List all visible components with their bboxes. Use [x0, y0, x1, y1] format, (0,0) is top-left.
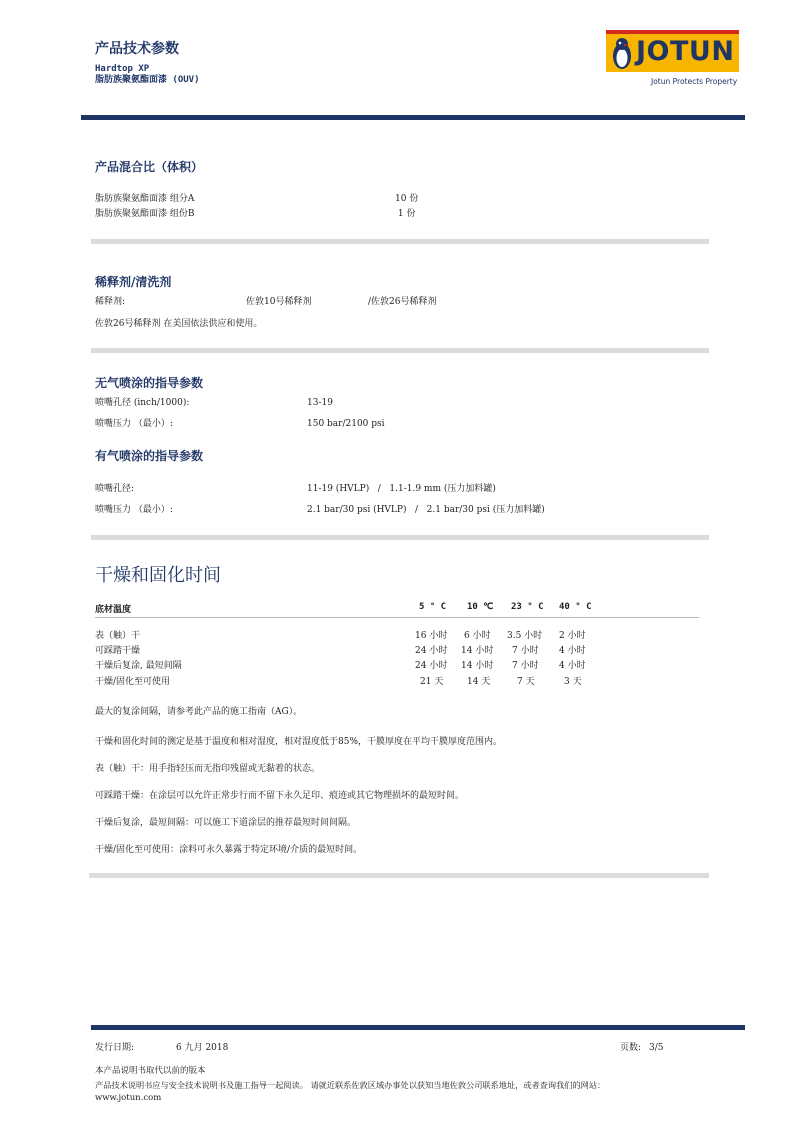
logo-tagline: Jotun Protects Property: [651, 77, 738, 86]
airspray-heading: 有气喷涂的指导参数: [95, 449, 204, 463]
drying-note: 表（触）干：用手指轻压而无指印残留或无黏着的状态。: [95, 764, 321, 774]
mixing-row-label: 脂肪族聚氨酯面漆 组分A: [95, 194, 195, 204]
substrate-temperature-label: 底材温度: [95, 605, 132, 615]
section-divider: [91, 239, 709, 244]
airless-row-value: 13-19: [307, 398, 333, 408]
table-cell: 24 小时: [415, 661, 448, 671]
table-cell: 4 小时: [559, 661, 586, 671]
issue-date: 6 九月 2018: [176, 1043, 229, 1053]
table-cell: 14 小时: [461, 661, 494, 671]
page-label: 页数:: [620, 1043, 642, 1053]
thinner-note: 佐敦26号稀释剂 在美国依法供应和使用。: [95, 319, 263, 329]
table-cell: 3.5 小时: [507, 631, 543, 641]
drying-note: 最大的复涂间隔，请参考此产品的施工指南（AG）。: [95, 707, 303, 717]
issue-date-label: 发行日期:: [95, 1043, 135, 1053]
table-rule: [95, 617, 699, 618]
table-cell: 7 小时: [512, 661, 539, 671]
mixing-row-value: 1 份: [395, 209, 416, 219]
table-cell: 7 天: [517, 677, 535, 687]
temperature-header: 5 ° C: [419, 602, 447, 612]
drying-note: 可踩踏干燥：在涂层可以允许正常步行而不留下永久足印、痕迹或其它物理损坏的最短时间。: [95, 791, 465, 801]
airless-row-label: 喷嘴孔径 (inch/1000):: [95, 398, 190, 408]
mixing-row-value: 10 份: [395, 194, 419, 204]
header-divider: [81, 115, 745, 120]
temperature-header: 10 ℃: [467, 602, 494, 612]
footer-line: 本产品说明书取代以前的版本: [95, 1066, 206, 1076]
table-cell: 2 小时: [559, 631, 586, 641]
temperature-header: 23 ° C: [511, 602, 544, 612]
footer-divider: [91, 1025, 745, 1030]
mixing-heading: 产品混合比（体积）: [95, 160, 204, 174]
section-divider: [89, 873, 709, 878]
table-row-label: 可踩踏干燥: [95, 646, 141, 656]
table-row-label: 表（触）干: [95, 631, 141, 641]
table-cell: 6 小时: [464, 631, 491, 641]
thinner-label: 稀释剂:: [95, 297, 126, 307]
thinner-value-1: 佐敦10号稀释剂: [246, 297, 312, 307]
page-number: 3/5: [649, 1043, 664, 1053]
table-row-label: 干燥/固化至可使用: [95, 677, 171, 687]
table-cell: 16 小时: [415, 631, 448, 641]
table-cell: 14 天: [467, 677, 491, 687]
product-description: 脂肪族聚氨酯面漆 (OUV): [95, 75, 200, 85]
table-cell: 21 天: [420, 677, 444, 687]
section-divider: [91, 348, 709, 353]
website-link[interactable]: www.jotun.com: [95, 1093, 162, 1103]
table-cell: 3 天: [564, 677, 582, 687]
thinner-value-2: /佐敦26号稀释剂: [368, 297, 437, 307]
table-row-label: 干燥后复涂, 最短间隔: [95, 661, 182, 671]
logo-wordmark: JOTUN: [636, 36, 735, 67]
airspray-row-value: 2.1 bar/30 psi (HVLP) / 2.1 bar/30 psi (压力加料罐): [307, 505, 545, 515]
table-cell: 24 小时: [415, 646, 448, 656]
airspray-row-label: 喷嘴压力 （最小）:: [95, 505, 173, 515]
drying-heading: 干燥和固化时间: [95, 565, 221, 586]
airless-row-value: 150 bar/2100 psi: [307, 419, 385, 429]
airspray-row-value: 11-19 (HVLP) / 1.1-1.9 mm (压力加料罐): [307, 484, 496, 494]
page-title: 产品技术参数: [95, 41, 179, 57]
airless-row-label: 喷嘴压力 （最小）:: [95, 419, 173, 429]
mixing-row-label: 脂肪族聚氨酯面漆 组份B: [95, 209, 195, 219]
drying-note: 干燥/固化至可使用：涂料可永久暴露于特定环境/介质的最短时间。: [95, 845, 363, 855]
drying-note: 干燥和固化时间的测定是基于温度和相对湿度，相对湿度低于85%，干膜厚度在平均干膜厚度范围内。: [95, 737, 503, 747]
penguin-icon: [610, 36, 634, 70]
airless-heading: 无气喷涂的指导参数: [95, 376, 204, 390]
drying-note: 干燥后复涂，最短间隔：可以施工下道涂层的推荐最短时间间隔。: [95, 818, 357, 828]
footer-line: 产品技术说明书应与安全技术说明书及施工指导一起阅读。 请就近联系佐敦区域办事处以获知当地佐敦公司联系地址，或者查询我们的网站：: [95, 1080, 606, 1090]
section-divider: [91, 535, 709, 540]
table-cell: 7 小时: [512, 646, 539, 656]
product-name: Hardtop XP: [95, 64, 150, 74]
airspray-row-label: 喷嘴孔径:: [95, 484, 135, 494]
table-cell: 14 小时: [461, 646, 494, 656]
thinner-heading: 稀释剂/清洗剂: [95, 275, 172, 289]
table-cell: 4 小时: [559, 646, 586, 656]
temperature-header: 40 ° C: [559, 602, 592, 612]
